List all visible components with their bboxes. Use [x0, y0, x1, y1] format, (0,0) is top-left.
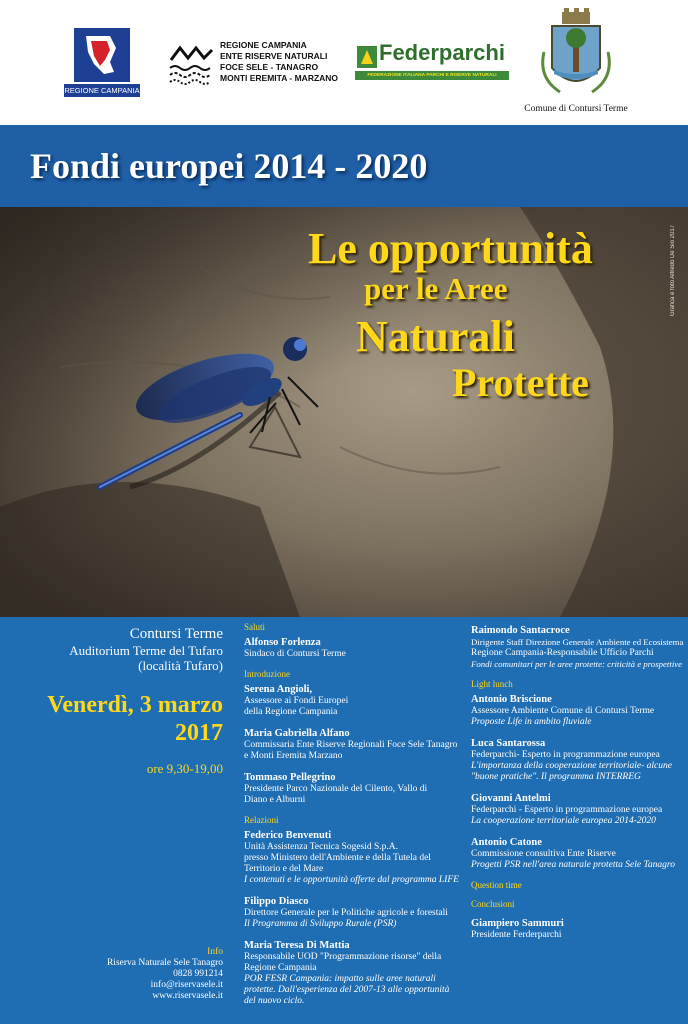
- section-label-relazioni: Relazioni: [244, 815, 279, 825]
- federparchi-subtitle: FEDERAZIONE ITALIANA PARCHI E RISERVE NATURALI: [355, 71, 509, 80]
- info-label: Info: [207, 947, 223, 957]
- speaker-role: presso Ministero dell'Ambiente e della Tutela del: [244, 853, 431, 863]
- talk-title: Fondi comunitari per le aree protette: criticità e prospettive: [471, 659, 683, 669]
- talk-title: L'importanza della cooperazione territoriale- alcune: [471, 761, 672, 771]
- speaker-role: Assessore Ambiente Comune di Contursi Terme: [471, 706, 655, 716]
- speaker-benvenuti: [244, 829, 469, 886]
- speaker-role: Regione Campania: [244, 963, 317, 973]
- speaker-name: Antonio Briscione: [471, 694, 552, 705]
- speaker-role: Commissione consultiva Ente Riserve: [471, 849, 616, 859]
- event-time: ore 9,30-19,00: [146, 761, 223, 776]
- speaker-name: Alfonso Forlenza: [244, 637, 321, 648]
- riserve-line: MONTI EREMITA - MARZANO: [220, 73, 339, 83]
- speaker-pellegrino: [244, 771, 469, 806]
- hero-title-line-1: Le opportunità: [308, 224, 593, 273]
- talk-title: POR FESR Campania: impatto sulle aree naturali: [244, 974, 436, 984]
- speaker-role: Federparchi - Esperto in programmazione europea: [471, 805, 663, 815]
- band-title: Fondi europei 2014 - 2020: [30, 146, 428, 186]
- logo-header: [0, 0, 688, 125]
- comune-contursi-logo: [520, 8, 632, 118]
- speaker-antelmi: [471, 792, 683, 827]
- speaker-name: Giovanni Antelmi: [471, 793, 551, 804]
- speaker-diasco: [244, 895, 469, 930]
- speaker-angioli: [244, 683, 469, 718]
- hero-title-line-4: Protette: [452, 360, 589, 405]
- speaker-role: Federparchi- Esperto in programmazione europea: [471, 750, 660, 760]
- talk-title: del nuovo ciclo.: [244, 996, 305, 1006]
- speaker-role: Territorio e del Mare: [244, 864, 324, 874]
- speaker-role: Diano e Alburni: [244, 795, 306, 805]
- speaker-role: Sindaco di Contursi Terme: [244, 649, 346, 659]
- info-line: 0828 991214: [173, 969, 223, 979]
- photo-credit: Grafica e foto Alfredo De Sio 2017: [670, 225, 676, 317]
- talk-title: Proposte Life in ambito fluviale: [471, 717, 592, 727]
- speaker-role: Unità Assistenza Tecnica Sogesid S.p.A.: [244, 842, 399, 852]
- talk-title: La cooperazione territoriale europea 2014-2020: [471, 816, 656, 826]
- event-place: Contursi Terme: [129, 626, 223, 642]
- speaker-name: Tommaso Pellegrino: [244, 772, 336, 783]
- talk-title: I contenuti e le opportunità offerte dal programma LIFE: [244, 875, 459, 885]
- event-year: 2017: [175, 720, 223, 746]
- section-label-light-lunch: Light lunch: [471, 679, 513, 689]
- federparchi-leaf-icon: [357, 46, 377, 68]
- program-column-1: [244, 622, 469, 1016]
- speaker-role: Responsabile UOD "Programmazione risorse" della: [244, 952, 442, 962]
- speaker-role: Assessore ai Fondi Europei: [244, 696, 349, 706]
- info-line: Riserva Naturale Sele Tanagro: [106, 958, 223, 968]
- talk-title: Il Programma di Sviluppo Rurale (PSR): [244, 919, 397, 929]
- hero-title-line-2: per le Aree: [364, 271, 508, 306]
- speaker-role: Commissaria Ente Riserve Regionali Foce Sele Tanagro: [244, 740, 458, 750]
- speaker-name: Filippo Diasco: [244, 896, 309, 907]
- speaker-role: Direttore Generale per le Politiche agricole e forestali: [244, 908, 448, 918]
- federparchi-logo: [355, 40, 510, 84]
- speaker-role: della Regione Campania: [244, 707, 338, 717]
- talk-title: Progetti PSR nell'area naturale protetta Sele Tanagro: [471, 860, 675, 870]
- riserve-line: ENTE RISERVE NATURALI: [220, 51, 328, 61]
- speaker-name: Luca Santarossa: [471, 738, 546, 749]
- event-block: [10, 626, 223, 777]
- section-label-introduzione: Introduzione: [244, 669, 290, 679]
- speaker-role: e Monti Eremita Marzano: [244, 751, 343, 761]
- info-block: [40, 947, 223, 1002]
- section-label-conclusioni: Conclusioni: [471, 899, 515, 909]
- info-line: www.riservasele.it: [152, 991, 223, 1001]
- speaker-name: Maria Gabriella Alfano: [244, 728, 350, 739]
- speaker-name: Maria Teresa Di Mattia: [244, 940, 350, 951]
- speaker-dimattia: [244, 939, 469, 1007]
- regione-campania-label: REGIONE CAMPANIA: [64, 86, 140, 95]
- event-date: Venerdì, 3 marzo: [47, 692, 223, 718]
- speaker-catone: [471, 836, 683, 871]
- hero-title-line-3: Naturali: [356, 312, 515, 361]
- talk-title: protette. Dall'esperienza del 2007-13 alle opportunità: [244, 985, 450, 995]
- speaker-alfano: [244, 727, 469, 762]
- talk-title: "buone pratiche". Il programma INTERREG: [471, 772, 641, 782]
- speaker-santarossa: [471, 737, 683, 783]
- riserve-line: REGIONE CAMPANIA: [220, 40, 307, 50]
- regione-campania-logo: [64, 28, 140, 98]
- speaker-name: Antonio Catone: [471, 837, 542, 848]
- speaker-role: Presidente Ferderparchi: [471, 930, 562, 940]
- ente-riserve-logo: [168, 40, 339, 90]
- speaker-briscione: [471, 693, 683, 728]
- comune-label: Comune di Contursi Terme: [524, 104, 628, 114]
- info-line: info@riservasele.it: [150, 980, 223, 990]
- speaker-name: Raimondo Santacroce: [471, 625, 570, 636]
- speaker-name: Serena Angioli,: [244, 684, 313, 695]
- speaker-name: Giampiero Sammuri: [471, 918, 564, 929]
- speaker-sammuri: [471, 917, 683, 941]
- section-label-question-time: Question time: [471, 880, 522, 890]
- speaker-santacroce: [471, 624, 683, 670]
- speaker-role: Presidente Parco Nazionale del Cilento, Vallo di: [244, 784, 428, 794]
- event-venue: Auditorium Terme del Tufaro: [69, 643, 223, 658]
- event-locality: (località Tufaro): [138, 658, 223, 673]
- hero-photo: [0, 207, 688, 617]
- title-band: [0, 125, 688, 207]
- speaker-name: Federico Benvenuti: [244, 830, 332, 841]
- waves-mountain-icon: [168, 42, 216, 88]
- program-panel: [0, 617, 688, 1024]
- comune-crest-icon: [520, 8, 632, 102]
- program-column-2: [471, 624, 683, 950]
- federparchi-name: Federparchi: [379, 40, 505, 65]
- speaker-forlenza: [244, 636, 469, 660]
- speaker-role: Dirigente Staff Direzione Generale Ambiente ed Ecosistema: [471, 637, 684, 647]
- riserve-line: FOCE SELE - TANAGRO: [220, 62, 319, 72]
- speaker-role: Regione Campania-Responsabile Ufficio Parchi: [471, 648, 654, 658]
- section-label-saluti: Saluti: [244, 622, 266, 632]
